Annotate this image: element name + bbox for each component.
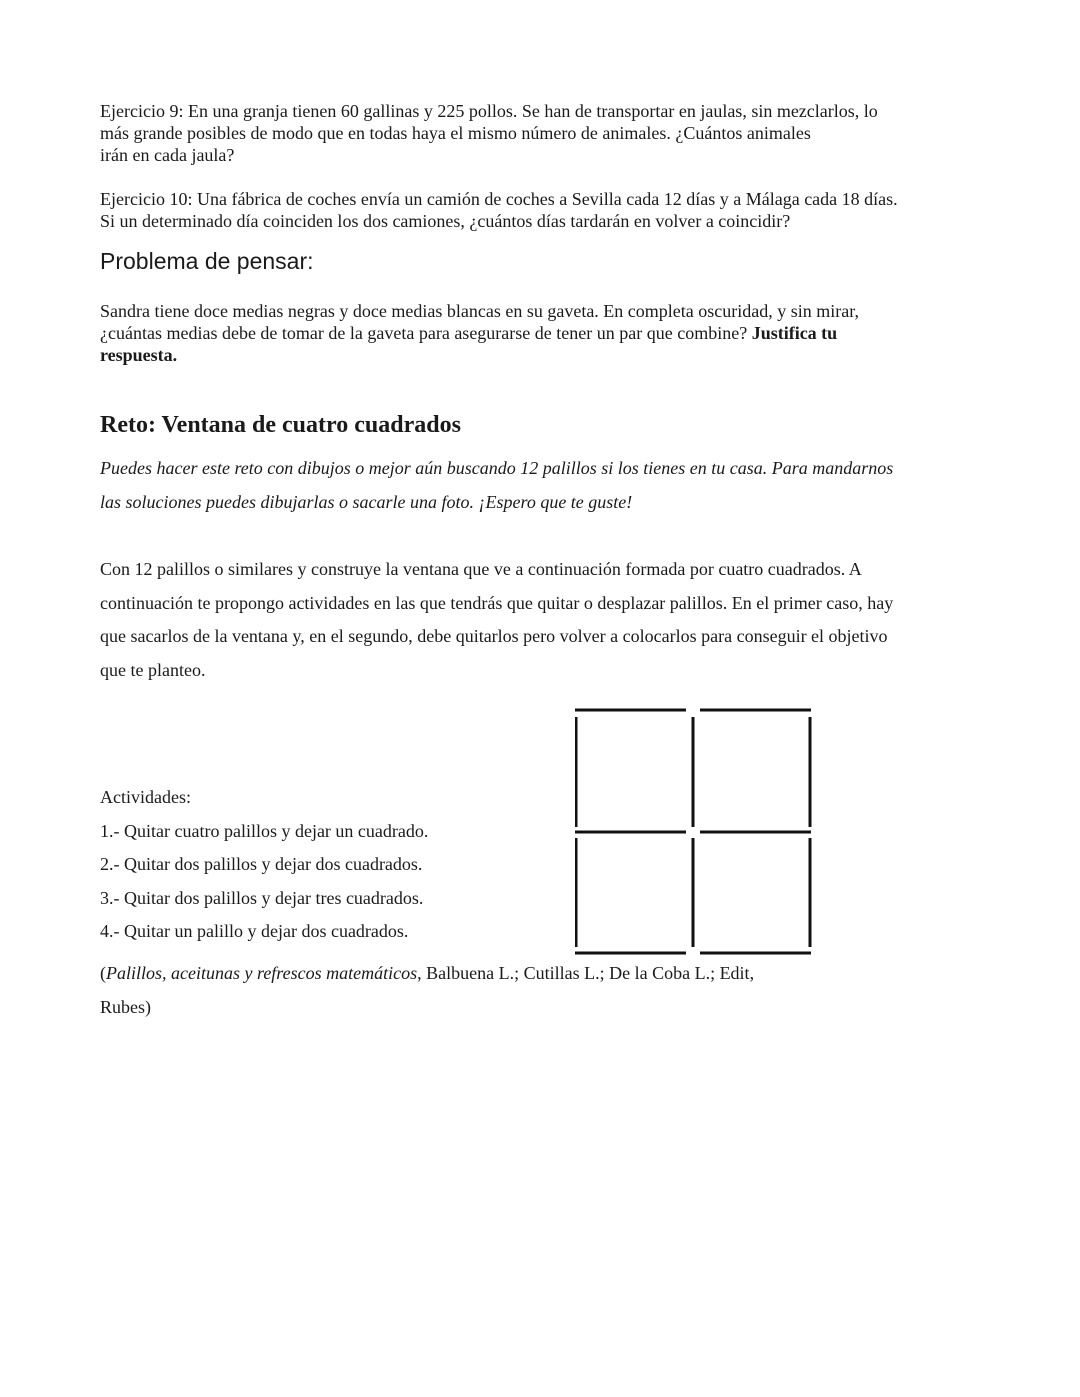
citation-authors: , Balbuena L.; Cutillas L.; De la Coba L.; Edit, bbox=[417, 963, 755, 983]
problema-heading: Problema de pensar: bbox=[100, 248, 314, 274]
reto-heading: Reto: Ventana de cuatro cuadrados bbox=[100, 412, 461, 438]
activities-section bbox=[100, 737, 980, 941]
reto-intro-line: Puedes hacer este reto con dibujos o mejor aún buscando 12 palillos si los tienes en tu casa. Para mandarnos bbox=[100, 458, 894, 478]
ejercicio-10 bbox=[100, 188, 980, 232]
problema-bold: respuesta. bbox=[100, 345, 178, 365]
problema-text bbox=[100, 300, 980, 366]
activity-item: 2.- Quitar dos palillos y dejar dos cuadrados. bbox=[100, 854, 423, 874]
ejercicio-9 bbox=[100, 100, 980, 166]
citation-title: Palillos, aceitunas y refrescos matemáticos bbox=[106, 963, 418, 983]
citation-publisher: Rubes) bbox=[100, 996, 151, 1017]
reto-body bbox=[100, 553, 980, 687]
activity-item: 4.- Quitar un palillo y dejar dos cuadrados. bbox=[100, 921, 409, 941]
reto-intro bbox=[100, 452, 980, 519]
activities-list bbox=[100, 781, 428, 949]
document-page bbox=[100, 100, 980, 1024]
activity-item: 3.- Quitar dos palillos y dejar tres cuadrados. bbox=[100, 887, 424, 908]
reto-body-line: continuación te propongo actividades en las que tendrás que quitar o desplazar palillos. En el primer caso, hay bbox=[100, 592, 894, 613]
ejercicio-10-line: Si un determinado día coinciden los dos camiones, ¿cuántos días tardarán en volver a coincidir? bbox=[100, 211, 791, 231]
activity-item: 1.- Quitar cuatro palillos y dejar un cuadrado. bbox=[100, 820, 429, 841]
reto-body-line: que te planteo. bbox=[100, 659, 206, 680]
activities-title: Actividades: bbox=[100, 787, 191, 807]
reto-body-line: que sacarlos de la ventana y, en el segundo, debe quitarlos pero volver a colocarlos para conseguir el objetivo bbox=[100, 626, 888, 646]
reto-body-line: Con 12 palillos o similares y construye la ventana que ve a continuación formada por cuatro cuadrados. A bbox=[100, 559, 862, 579]
problema-line: ¿cuántas medias debe de tomar de la gaveta para asegurarse de tener un par que combine? bbox=[100, 323, 752, 343]
citation-open: ( bbox=[100, 963, 106, 983]
ejercicio-9-line: irán en cada jaula? bbox=[100, 145, 235, 165]
ejercicio-9-line: más grande posibles de modo que en todas haya el mismo número de animales. ¿Cuántos animales bbox=[100, 123, 811, 143]
ejercicio-9-line: Ejercicio 9: En una granja tienen 60 gallinas y 225 pollos. Se han de transportar en jaulas, sin mezclarlos, lo bbox=[100, 101, 878, 121]
problema-line: Sandra tiene doce medias negras y doce medias blancas en su gaveta. En completa oscuridad, y sin mirar, bbox=[100, 301, 860, 321]
problema-bold: Justifica tu bbox=[751, 323, 838, 343]
ejercicio-10-line: Ejercicio 10: Una fábrica de coches envía un camión de coches a Sevilla cada 12 días y a Málaga cada 18 días. bbox=[100, 189, 898, 209]
reto-intro-line: las soluciones puedes dibujarlas o sacarle una foto. ¡Espero que te guste! bbox=[100, 491, 633, 512]
citation bbox=[100, 957, 820, 1024]
matchstick-window-figure bbox=[575, 707, 815, 957]
